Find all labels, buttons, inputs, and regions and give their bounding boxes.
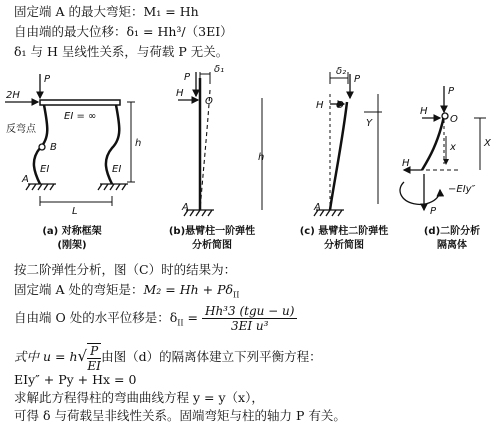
fig-a-label-b: B (50, 142, 57, 153)
u-suffix: 由图（d）的隔离体建立下列平衡方程： (101, 349, 322, 364)
fig-b-label-h-dim: h (258, 152, 265, 163)
fig-c-label-p: P (354, 74, 361, 85)
fig-b-caption-2: 分析简图 (192, 240, 232, 251)
fig-d-label-p-top: P (448, 86, 455, 97)
fig-a-label-h: 2H (6, 90, 20, 101)
fig-c-label-delta: δ₂ (336, 66, 347, 77)
moment-expression: M₂ = Hh + Pδ (143, 282, 234, 297)
fig-a-label-ei-inf: EI = ∞ (64, 111, 97, 122)
fig-d-label-x: x (450, 142, 456, 153)
fig-c-label-y: Y (366, 118, 373, 129)
u-denominator: EI (87, 358, 101, 373)
fig-b-label-h: H (176, 88, 184, 99)
header-line-2: 自由端的最大位移：δ₁ = Hh³/（3EI） (14, 24, 233, 39)
moment-line (14, 282, 239, 304)
fig-c-label-o: O (336, 100, 344, 111)
fig-a-label-h-dim: h (135, 138, 142, 149)
u-line: 式中 u = h√ $\frac{P}{EI}$ 由图（d）的隔离体建立下列平衡方程： (14, 343, 322, 373)
solve-line: 求解此方程得柱的弯曲曲线方程 y = y（x）， (14, 390, 264, 405)
fig-b-label-a: A (182, 202, 189, 213)
figure-b (178, 72, 265, 216)
header-line-1: 固定端 A 的最大弯矩：M₁ = Hh (14, 4, 199, 19)
fig-d-label-xdim: X (484, 138, 491, 149)
fig-b-label-o: O (205, 96, 213, 107)
displacement-eq: = (183, 310, 202, 325)
fig-c-caption-2: 分析简图 (324, 240, 364, 251)
fig-a-label-ei-left: EI (40, 164, 50, 175)
fig-b-deflected (200, 90, 210, 210)
u-fraction (87, 343, 101, 373)
fig-b-label-delta: δ₁ (214, 64, 225, 75)
displacement-sub: II (177, 318, 184, 328)
fig-d-caption-1: (d)二阶分析 (423, 226, 481, 237)
fig-a-label-p: P (44, 74, 51, 85)
displacement-numerator: Hh³3 (tgu − u) (202, 304, 297, 319)
fig-d-label-moment: −EIy″ (448, 184, 476, 195)
u-numerator: P (87, 344, 101, 359)
moment-sub: II (233, 290, 240, 300)
fig-a-caption-2: (刚架) (57, 240, 87, 251)
fig-a-label-l: L (72, 206, 78, 217)
fig-c-deflected-column (330, 102, 347, 210)
fig-d-free-body (422, 116, 444, 170)
fig-a-caption-1: (a) 对称框架 (42, 226, 102, 237)
fig-d-moment-arrow (400, 182, 440, 204)
fig-d-label-h-bot: H (402, 158, 410, 169)
fig-b-caption-1: (b)悬臂柱一阶弹性 (168, 226, 256, 237)
figure-a (5, 74, 135, 206)
u-prefix: 式中 u = h (14, 349, 78, 364)
figure-diagrams (0, 64, 500, 264)
displacement-fraction (202, 304, 297, 333)
displacement-label: 自由端 O 处的水平位移是：δ (14, 310, 178, 325)
fig-c-label-a: A (314, 202, 321, 213)
intro-text: 按二阶弹性分析，图（C）时的结果为： (14, 262, 237, 277)
conclusion-line: 可得 δ 与荷载呈非线性关系。固端弯矩与柱的轴力 P 有关。 (14, 408, 346, 423)
fig-a-inflection-point (39, 144, 45, 150)
fig-b-label-p: P (184, 72, 191, 83)
displacement-line (14, 303, 297, 339)
fig-a-label-a: A (22, 174, 29, 185)
figure-c (314, 72, 382, 216)
fig-d-label-h-top: H (420, 106, 428, 117)
fig-c-label-h: H (316, 100, 324, 111)
fig-a-label-ei-right: EI (112, 164, 122, 175)
fig-d-label-p-bot: P (430, 206, 437, 217)
fig-a-beam (40, 100, 120, 105)
fig-d-label-o: O (450, 114, 458, 125)
fig-d-caption-2: 隔离体 (437, 240, 467, 251)
header-line-3: δ₁ 与 H 呈线性关系，与荷载 P 无关。 (14, 44, 229, 59)
fig-a-label-inflection: 反弯点 (6, 124, 36, 135)
fig-c-caption-1: (c) 悬臂柱二阶弹性 (299, 226, 389, 237)
moment-label: 固定端 A 处的弯矩是： (14, 282, 144, 297)
displacement-denominator: 3EI u³ (230, 319, 269, 333)
equation-line: EIy″ + Py + Hx = 0 (14, 372, 137, 387)
